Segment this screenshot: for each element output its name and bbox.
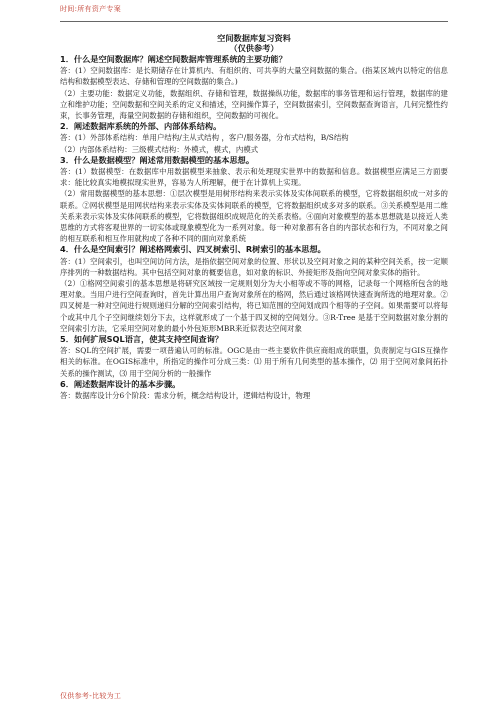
question-heading: 6．阐述数据库设计的基本步骤。 xyxy=(60,378,181,389)
document-page xyxy=(60,21,448,689)
question-heading: 5．如何扩展SQL语言，使其支持空间查询？ xyxy=(60,334,223,345)
question-heading: 3．什么是数据模型？阐述常用数据模型的基本思想。 xyxy=(60,154,255,165)
answer-paragraph: 答：数据库设计分6个阶段：需求分析，概念结构设计，逻辑结构设计，物理 xyxy=(60,391,311,401)
question-heading: 1．什么是空间数据库？阐述空间数据库管理系统的主要功能？ xyxy=(60,54,287,64)
answer-paragraph: 答：(1）数据模型：在数据库中用数据模型来抽象、表示和处理现实世界中的数据和信息。数据模型应满足三方面要求：能比较真实地模拟现实世界，容易为人所理解，便于在计算机上实现。 xyxy=(60,167,448,188)
header-note: 时间:所有资产专案 xyxy=(60,5,122,13)
document-body xyxy=(60,54,448,401)
footer-note: 仅供参考-比较为工 xyxy=(60,692,122,700)
answer-paragraph: （2）内部体系结构：三级模式结构：外模式，模式，内模式 xyxy=(60,144,259,154)
document-title: 空间数据库复习资料 xyxy=(217,33,291,43)
answer-paragraph: （2）常用数据模型的基本思想：①层次模型是用树形结构来表示实体及实体间联系的模型，它将数据组织成一对多的联系。②网状模型是用网状结构来表示实体及实体间联系的模型，它将数据组织成多对多的联系。③关系模型是用二维关系来表示实体及实体间联系的模型，它将数据组织成规范化的关系表格。④面向对象模型的基本思想就是以接近人类思维的方式将客观世界的一切实体或现象模型化为一系列对象。每一种对象都有各自的内部状态和行为，不同对象之间的相互联系和相互作用就构成了各种不同的面向对象系统 xyxy=(60,189,448,244)
question-heading: 4．什么是空间索引？阐述格网索引、四叉树索引、R树索引的基本思想。 xyxy=(60,244,326,255)
answer-paragraph: 答：(1）空间数据库：是长期储存在计算机内、有组织的、可共享的大量空间数据的集合。(指某区域内以特定的信息结构和数据模型表达、存储和管理的空间数据的集合。) xyxy=(60,66,448,87)
question-heading: 2．阐述数据库系统的外部、内部体系结构。 xyxy=(60,121,222,132)
answer-paragraph: 答：SQL的空间扩展，需要一项普遍认可的标准。OGC是由一些主要软件供应商组成的联盟，负责制定与GIS互操作相关的标准。在OGIS标准中，所指定的操作可分成三类：⑴ 用于所有几何类型的基本操作，⑵ 用于空间对象间拓扑关系的操作测试，⑶ 用于空间分析的一般操作 xyxy=(60,346,448,378)
answer-paragraph: 答：(1）空间索引，也叫空间访问方法，是指依据空间对象的位置、形状以及空间对象之间的某种空间关系，按一定顺序排列的一种数据结构。其中包括空间对象的概要信息，如对象的标识、外接矩形及指向空间对象实体的指针。 xyxy=(60,256,448,277)
answer-paragraph: 答：(1）外部体系结构：单用户结构/主从式结构 ，客户/服务器，分布式结构，B/S结构 xyxy=(60,133,349,143)
answer-paragraph: （2）主要功能：数据定义功能，数据组织、存储和管理，数据操纵功能，数据库的事务管理和运行管理，数据库的建立和维护功能；空间数据和空间关系的定义和描述，空间操作算子，空间数据索引，空间数据查询语言，几何完整性约束，长事务管理，海量空间数据的存储和组织，空间数据的可视化。 xyxy=(60,88,448,121)
answer-paragraph: （2）①格网空间索引的基本思想是将研究区域按一定规则划分为大小相等或不等的网格，记录每一个网格所包含的地理对象。当用户进行空间查询时，首先计算出用户查询对象所在的格网，然后通过该格网快速查询所选的地理对象。②四叉树是一种对空间进行规则递归分解的空间索引结构，将已知范围的空间划成四个相等的子空间。如果需要可以将每个或其中几个子空间继续划分下去，这样就形成了一个基于四叉树的空间划分。③R-Tree 是基于空间数据对象分割的空间索引方法，它采用空间对象的最小外包矩形MBR来近似表达空间对象 xyxy=(60,279,448,333)
document-subtitle: （仅供参考） xyxy=(229,43,279,53)
